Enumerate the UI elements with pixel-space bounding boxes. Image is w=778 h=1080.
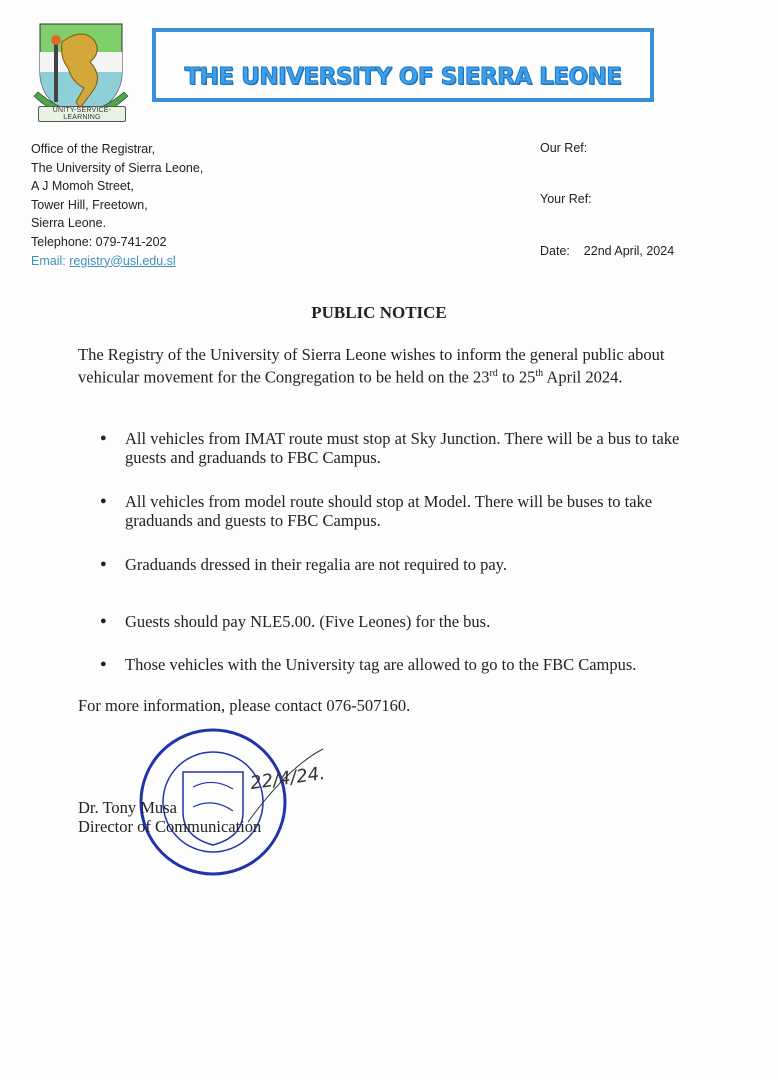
address-line: Sierra Leone. [31,216,107,231]
date-line [540,244,674,258]
address-line: Tower Hill, Freetown, [31,197,148,212]
address-line: The University of Sierra Leone, [31,160,204,175]
list-item: ● All vehicles from model route should stop at Model. There will be buses to take graduands and guests to FBC Campus. [100,492,653,530]
university-name-banner [152,28,654,102]
email-label: Email: [31,253,66,268]
signatory-name: Dr. Tony Musa [78,798,177,817]
notice-intro: The Registry of the University of Sierra Leone wishes to inform the general public about vehicular movement for the Congregation to be held on the 23rd to 25th April 2024. [78,345,665,387]
signatory-title: Director of Communication [78,817,262,836]
handwritten-date: 22/4/24. [248,762,327,795]
crest-motto-ribbon: UNITY-SERVICE-LEARNING [38,106,126,122]
date-value: 22nd April, 2024 [583,244,675,258]
our-ref: Our Ref: [540,141,588,155]
your-ref: Your Ref: [540,192,592,206]
sender-address [31,140,203,270]
list-item: ● Graduands dressed in their regalia are not required to pay. [100,555,507,574]
list-item: ● All vehicles from IMAT route must stop at Sky Junction. There will be a bus to take guests and graduands to FBC Campus. [100,429,680,467]
telephone: Telephone: 079-741-202 [31,234,167,249]
address-line: Office of the Registrar, [31,142,156,156]
list-item: ● Guests should pay NLE5.00. (Five Leones) for the bus. [100,612,491,631]
banner-title: THE UNIVERSITY OF SIERRA LEONE [184,64,622,90]
signature-block [78,798,261,836]
address-line: A J Momoh Street, [31,179,134,194]
email-link[interactable]: registry@usl.edu.sl [69,253,176,268]
contact-info: For more information, please contact 076-507160. [78,696,411,715]
notice-title: PUBLIC NOTICE [311,303,447,322]
list-item: ● Those vehicles with the University tag are allowed to go to the FBC Campus. [100,655,637,674]
date-label: Date: [540,244,570,258]
